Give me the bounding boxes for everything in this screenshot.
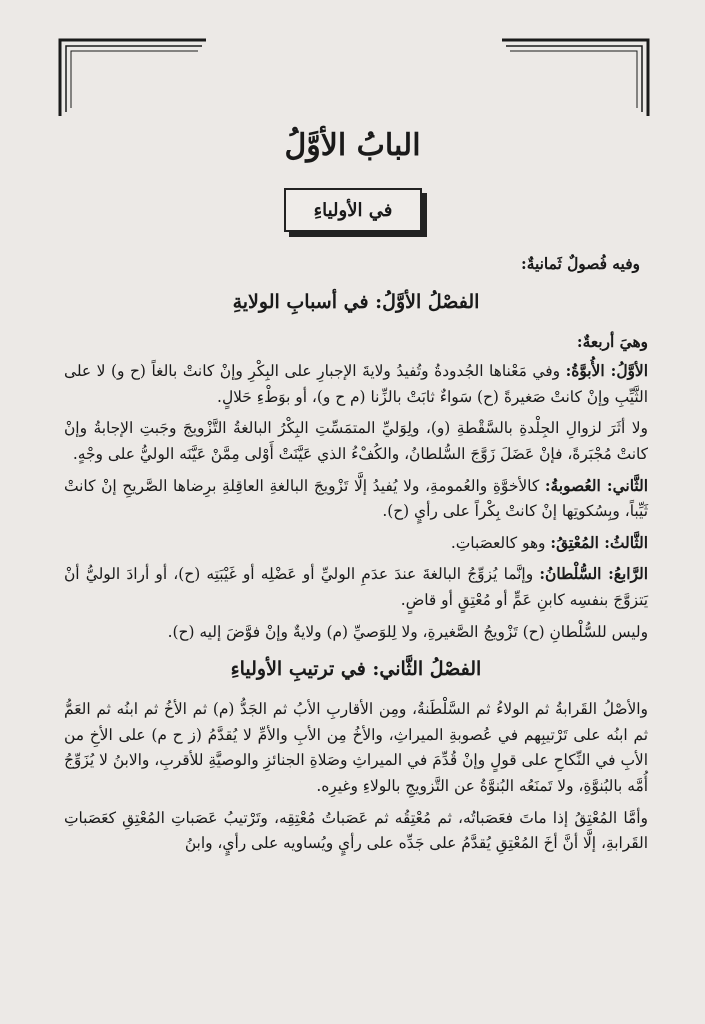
item-text: كالأخوَّةِ والعُمومةِ، ولا يُفيدُ إلَّا تَزْويجَ البالغةِ العاقِلةِ برِضاها الصَّريحِ إنْ كانتْ ثَيِّباً، وبِسُكوتِها إنْ كانتْ بِكْراً على رأيٍ (ح). bbox=[64, 476, 648, 521]
chapter-2-title: الفصْلُ الثَّاني: في ترتيبِ الأولياءِ bbox=[230, 658, 482, 681]
paragraph: وليس للسُّلْطانِ (ح) تَزْويجُ الصَّغيرةِ، ولا لِلوَصيِّ (م) ولايةٌ وإنْ فوَّضَ إليه (ح). bbox=[167, 622, 648, 641]
paragraph bbox=[64, 562, 648, 613]
corner-ornament-right-icon bbox=[500, 38, 650, 118]
body-text bbox=[64, 252, 648, 863]
paragraph: والأصْلُ القَرابةُ ثم الولاءُ ثم السَّلْطَنةُ، ومِن الأقاربِ الأبُ ثم الجَدُّ (م) ثم الأخُ ثم ابنُه ثم العَمُّ ثم ابنُه على تَرْتيبِهم في عُصوبةِ الميراثِ، والأخُ مِن الأبِ والأمِّ لا يُقدَّمُ (ز ح م) على الأخِ من الأبِ في النِّكاحِ على قولٍ وإنْ قُدِّمَ في الميراثِ وصَلاةِ الجنائزِ والوصيَّةِ للأقربِ، والابنُ لا يُزَوِّجُ أُمَّه بالبُنوَّةِ، ولا تَمنَعُه البُنوَّةُ عن التَّزويجِ بالولاءِ وغيرِه. bbox=[64, 700, 648, 795]
subtitle-box bbox=[284, 188, 422, 232]
intro-line: وفيه فُصولٌ ثَمانيةٌ: bbox=[521, 255, 640, 273]
paragraph: وأمَّا المُعْتِقُ إذا ماتَ فعَصَباتُه، ثم مُعْتِقُه ثم عَصَباتُ مُعْتِقِه، وتَرْتيبُ عَصَباتِ المُعْتِقِ كعَصَباتِ القَرابةِ، إلَّا أنَّ أخَ المُعْتِقِ يُقدَّمُ على جَدِّه على رأيٍ ويُساويه على رأيٍ، وابنُ bbox=[64, 808, 648, 853]
chapter-1-sub: وهيَ أربعةٌ: bbox=[576, 332, 648, 351]
corner-ornament-left-icon bbox=[58, 38, 208, 118]
chapter-1-title: الفصْلُ الأوَّلُ: في أسبابِ الولايةِ bbox=[232, 290, 480, 313]
item-lead: الرَّابعُ: السُّلْطانُ: bbox=[539, 565, 648, 584]
item-text: وهو كالعصَباتِ. bbox=[450, 533, 546, 552]
item-lead: الثَّالثُ: المُعْتِقُ: bbox=[550, 533, 648, 552]
item-text: وفي مَعْناها الجُدودةُ وتُفيدُ ولايةَ الإجبارِ على البِكْرِ وإنْ كانتْ بالغاً (ح و) لا على الثَّيِّبِ وإنْ كانتْ صَغيرةً (ح) سَواءٌ ثابَتْ بالزِّنا (م ح و)، أو بوَطْءِ حَلالٍ. bbox=[64, 362, 648, 406]
paragraph bbox=[64, 474, 648, 525]
paragraph: ولا أثَرَ لزوالِ الجِلْدةِ بالسَّقْطةِ (و)، ولِوَليِّ المتمَسِّتِ البِكْرُ البالغةُ التَّزْويجَ وجَبتِ الإجابةُ وإنْ كانتْ مُجْبَرةً، فإنْ عَضَلَ زَوَّجَ السُّلطانُ، والكُفْءُ الذي عَيَّنَتْ أَوْلى مِمَّنْ عَيَّنَه الوليُّ على وجْهٍ. bbox=[64, 419, 648, 463]
item-text: وإنَّما يُزوِّجُ البالغةَ عندَ عدَمِ الوليِّ أو عَضْلِه أو غَيْبَتِه (ح)، أو أرادَ الوليُّ أنْ يَتزوَّجَ بنفسِه كابنِ عَمٍّ أو مُعْتِقٍ أو قاضٍ. bbox=[64, 565, 648, 609]
subtitle-text: في الأولياءِ bbox=[313, 199, 393, 221]
item-lead: الأوَّلُ: الأُبوَّةُ: bbox=[565, 362, 648, 381]
item-lead: الثَّاني: العُصوبةُ: bbox=[544, 476, 648, 495]
page-title: البابُ الأوَّلُ bbox=[284, 128, 421, 163]
paragraph bbox=[64, 531, 648, 557]
paragraph bbox=[64, 359, 648, 410]
